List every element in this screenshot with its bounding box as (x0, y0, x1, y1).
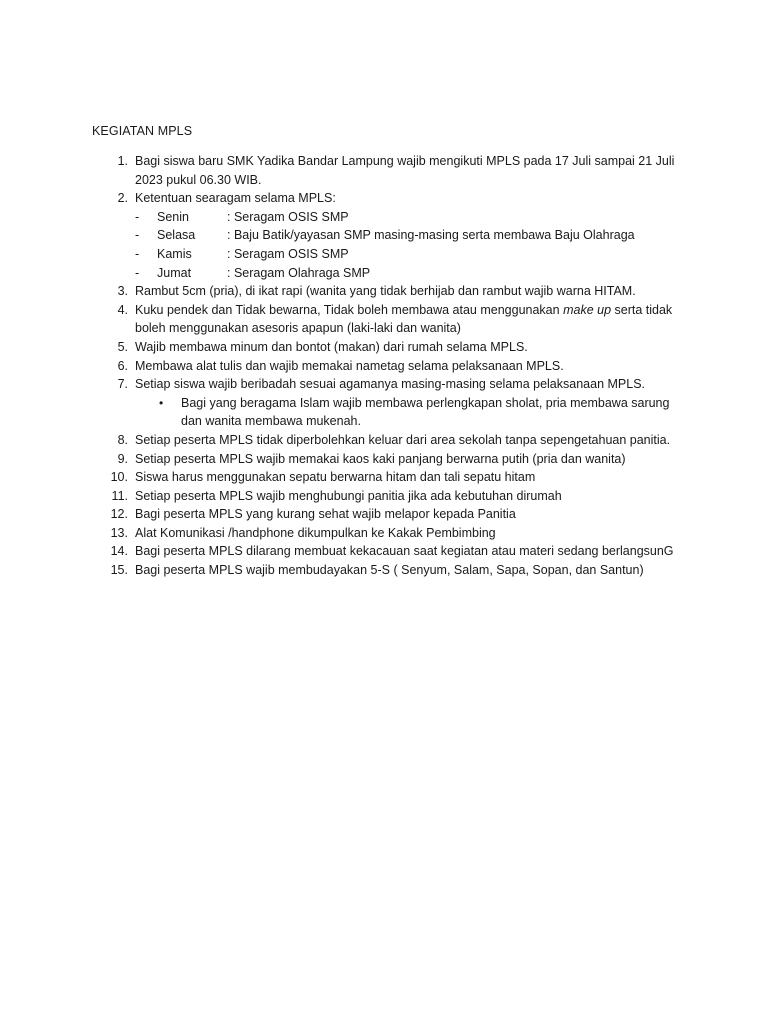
item-text: Setiap peserta MPLS wajib menghubungi panitia jika ada kebutuhan dirumah (135, 488, 562, 503)
uniform-day: Senin (157, 209, 189, 224)
item-number: 1. (117, 154, 128, 168)
list-item-10 (92, 468, 692, 487)
item-text: Rambut 5cm (pria), di ikat rapi (wanita yang tidak berhijab dan rambut wajib warna HITAM. (135, 284, 636, 299)
uniform-row-kamis (92, 245, 692, 264)
uniform-day: Kamis (157, 246, 192, 261)
list-item-14 (92, 542, 692, 561)
item-text-italic: make up (563, 302, 612, 317)
item-number: 12. (110, 507, 128, 522)
dash-marker: - (135, 246, 140, 261)
item-text-after: serta tidak boleh menggunakan asesoris apapun (laki-laki dan wanita) (135, 302, 673, 336)
item-text: Setiap siswa wajib beribadah sesuai agamanya masing-masing selama pelaksanaan MPLS. (135, 377, 646, 392)
list-item-12 (92, 505, 692, 524)
item-text: Alat Komunikasi /handphone dikumpulkan ke Kakak Pembimbing (135, 525, 496, 540)
item-text: Bagi siswa baru SMK Yadika Bandar Lampung wajib mengikuti MPLS pada 17 Juli sampai 21 Juli 2023 pukul 06.30 WIB. (135, 154, 675, 187)
uniform-row-jumat (92, 264, 692, 283)
item-number: 4. (117, 302, 128, 317)
dash-marker: - (135, 265, 140, 280)
item-number: 11. (111, 488, 128, 503)
item-number: 6. (117, 358, 128, 373)
item-number: 7. (117, 377, 128, 392)
item-number: 13. (110, 525, 128, 540)
list-item-8 (92, 431, 692, 450)
item-text: Bagi peserta MPLS yang kurang sehat wajib melapor kepada Panitia (135, 507, 516, 522)
list-item-15 (92, 561, 692, 580)
item-text: Setiap peserta MPLS wajib memakai kaos kaki panjang berwarna putih (pria dan wanita) (135, 451, 626, 466)
list-item-11 (92, 487, 692, 506)
item-number: 14. (110, 544, 128, 559)
uniform-row-selasa (92, 226, 692, 245)
uniform-day: Jumat (157, 265, 192, 280)
list-item-9 (92, 450, 692, 469)
item-text: Siswa harus menggunakan sepatu berwarna hitam dan tali sepatu hitam (135, 470, 536, 485)
list-item-13 (92, 524, 692, 543)
list-item-1 (92, 152, 692, 189)
item-number: 9. (117, 451, 128, 466)
uniform-desc: : Seragam Olahraga SMP (227, 265, 371, 280)
list-item-5 (92, 338, 692, 357)
list-item-6 (92, 357, 692, 376)
item-text: Membawa alat tulis dan wajib memakai nametag selama pelaksanaan MPLS. (135, 358, 564, 373)
item-number: 3. (117, 284, 128, 299)
bullet-text: Bagi yang beragama Islam wajib membawa perlengkapan sholat, pria membawa sarung dan wanita membawa mukenah. (181, 395, 670, 429)
uniform-row-senin (92, 208, 692, 227)
dash-marker: - (135, 209, 140, 224)
document-title: KEGIATAN MPLS (92, 124, 193, 138)
dash-marker: - (135, 228, 140, 243)
item-text: Ketentuan searagam selama MPLS: (135, 191, 336, 206)
item-number: 15. (110, 563, 128, 578)
list-item-4 (92, 301, 692, 338)
item-7-bullet (92, 394, 692, 431)
uniform-desc: : Seragam OSIS SMP (227, 209, 349, 224)
bullet-marker: • (159, 395, 164, 410)
uniform-desc: : Baju Batik/yayasan SMP masing-masing serta membawa Baju Olahraga (227, 228, 635, 243)
item-number: 5. (117, 339, 128, 354)
item-number: 10. (110, 470, 128, 485)
item-number: 8. (117, 432, 128, 447)
list-item-3 (92, 282, 692, 301)
item-text: Setiap peserta MPLS tidak diperbolehkan keluar dari area sekolah tanpa sepengetahuan panitia. (135, 432, 671, 447)
item-text: Bagi peserta MPLS wajib membudayakan 5-S ( Senyum, Salam, Sapa, Sopan, dan Santun) (135, 563, 644, 578)
item-number: 2. (117, 191, 128, 206)
list-item-7 (92, 375, 692, 394)
item-text: Wajib membawa minum dan bontot (makan) dari rumah selama MPLS. (135, 339, 528, 354)
uniform-desc: : Seragam OSIS SMP (227, 246, 349, 261)
item-text-before: Kuku pendek dan Tidak bewarna, Tidak boleh membawa atau menggunakan (135, 302, 564, 317)
rules-list (92, 152, 692, 580)
item-text: Bagi peserta MPLS dilarang membuat kekacauan saat kegiatan atau materi sedang berlangsunG (135, 544, 674, 559)
uniform-day: Selasa (157, 228, 196, 243)
list-item-2 (92, 189, 692, 208)
